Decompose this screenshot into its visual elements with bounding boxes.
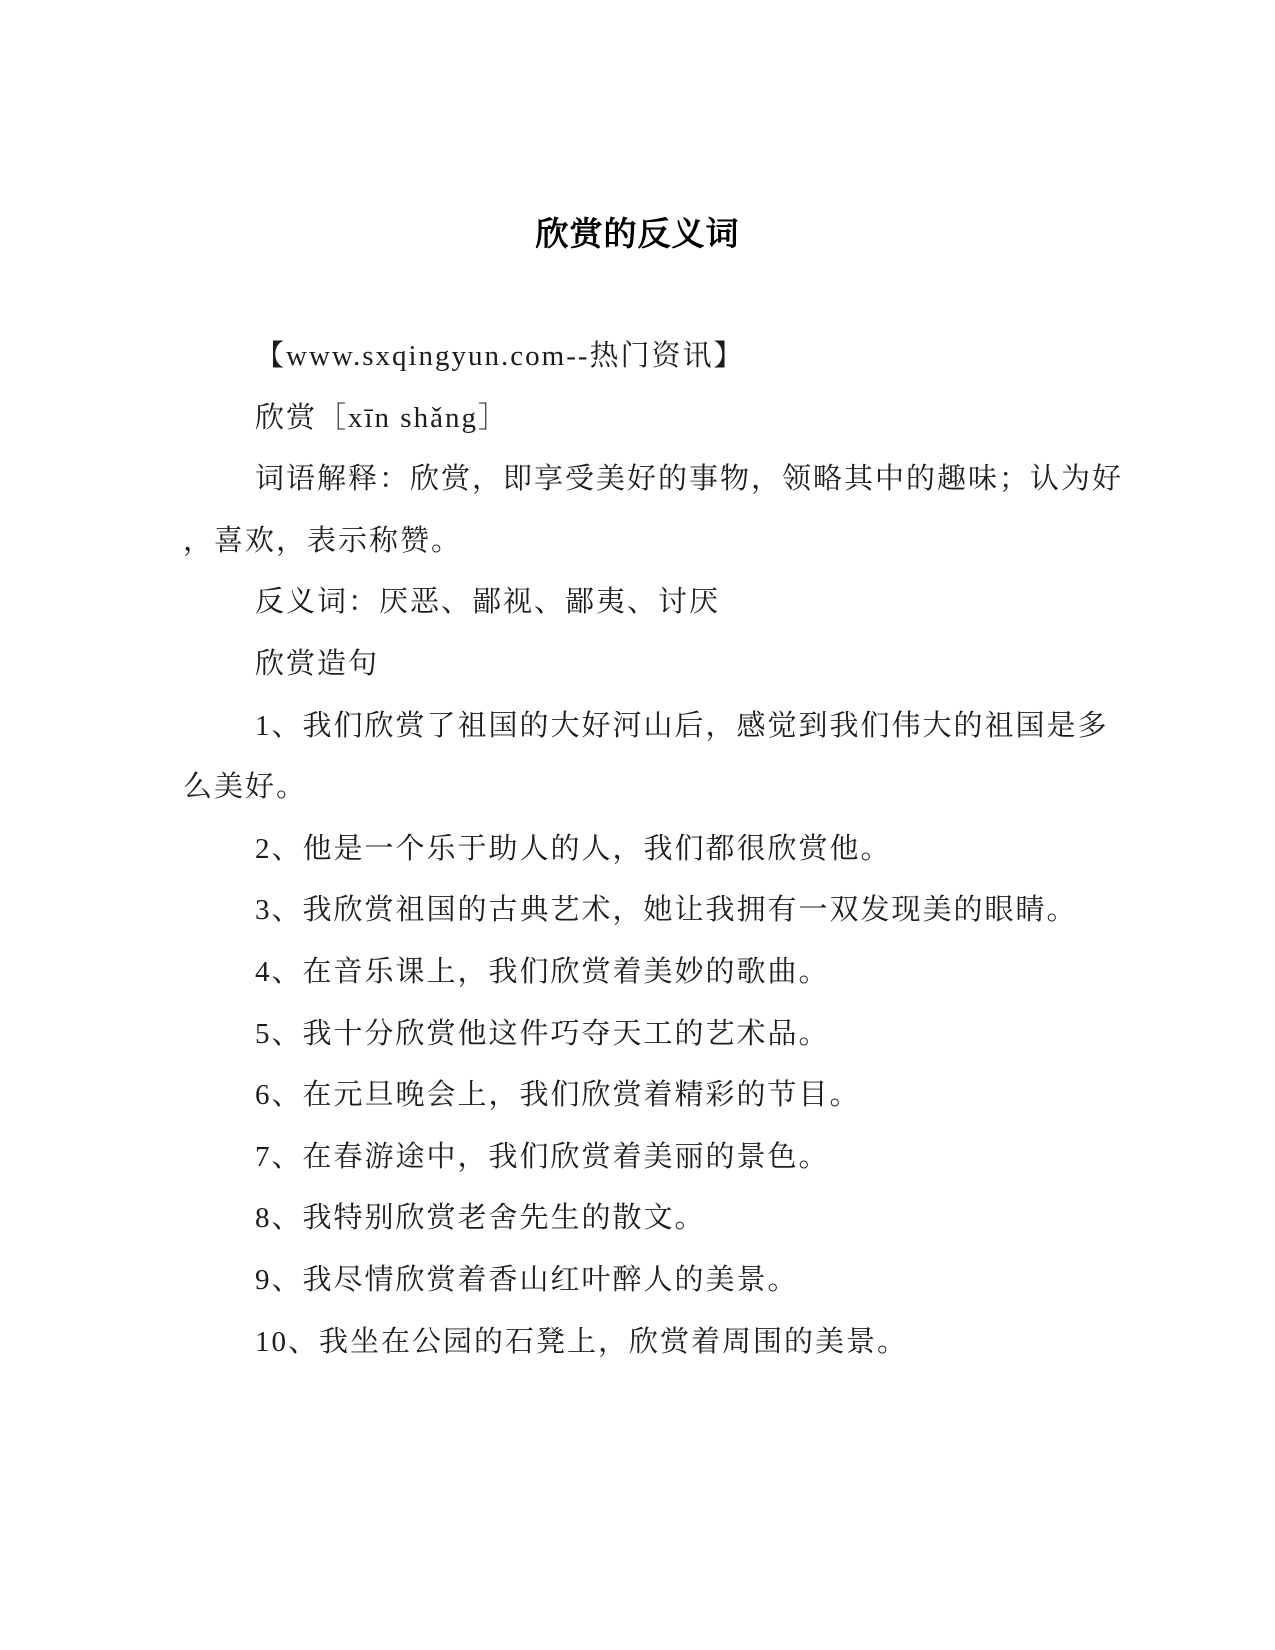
document-title: 欣赏的反义词 [535, 215, 740, 252]
document-line: 反义词：厌恶、鄙视、鄙夷、讨厌 [255, 586, 721, 619]
document-line: 【www.sxqingyun.com--热门资讯】 [255, 340, 745, 372]
document-line: 4、在音乐课上，我们欣赏着美妙的歌曲。 [255, 955, 830, 988]
document-line: 5、我十分欣赏他这件巧夺天工的艺术品。 [255, 1017, 830, 1050]
document-line: 3、我欣赏祖国的古典艺术，她让我拥有一双发现美的眼睛。 [255, 894, 1078, 927]
document-line: 6、在元旦晚会上，我们欣赏着精彩的节目。 [255, 1079, 861, 1112]
document-line: 2、他是一个乐于助人的人，我们都很欣赏他。 [255, 832, 892, 865]
document-line: 1、我们欣赏了祖国的大好河山后，感觉到我们伟大的祖国是多 [255, 709, 1109, 742]
document-line: 9、我尽情欣赏着香山红叶醉人的美景。 [255, 1263, 799, 1296]
document-line: 欣赏［xīn shǎng］ [255, 401, 509, 434]
document-line: 8、我特别欣赏老舍先生的散文。 [255, 1202, 706, 1235]
document-line: 么美好。 [183, 771, 308, 804]
document-line: 欣赏造句 [255, 647, 380, 680]
document-line: ，喜欢，表示称赞。 [183, 524, 463, 557]
document-body [183, 326, 1124, 1373]
document-line: 7、在春游途中，我们欣赏着美丽的景色。 [255, 1140, 830, 1173]
document-line: 词语解释：欣赏，即享受美好的事物，领略其中的趣味；认为好 [255, 463, 1124, 496]
document-line: 10、我坐在公园的石凳上，欣赏着周围的美景。 [255, 1325, 909, 1358]
